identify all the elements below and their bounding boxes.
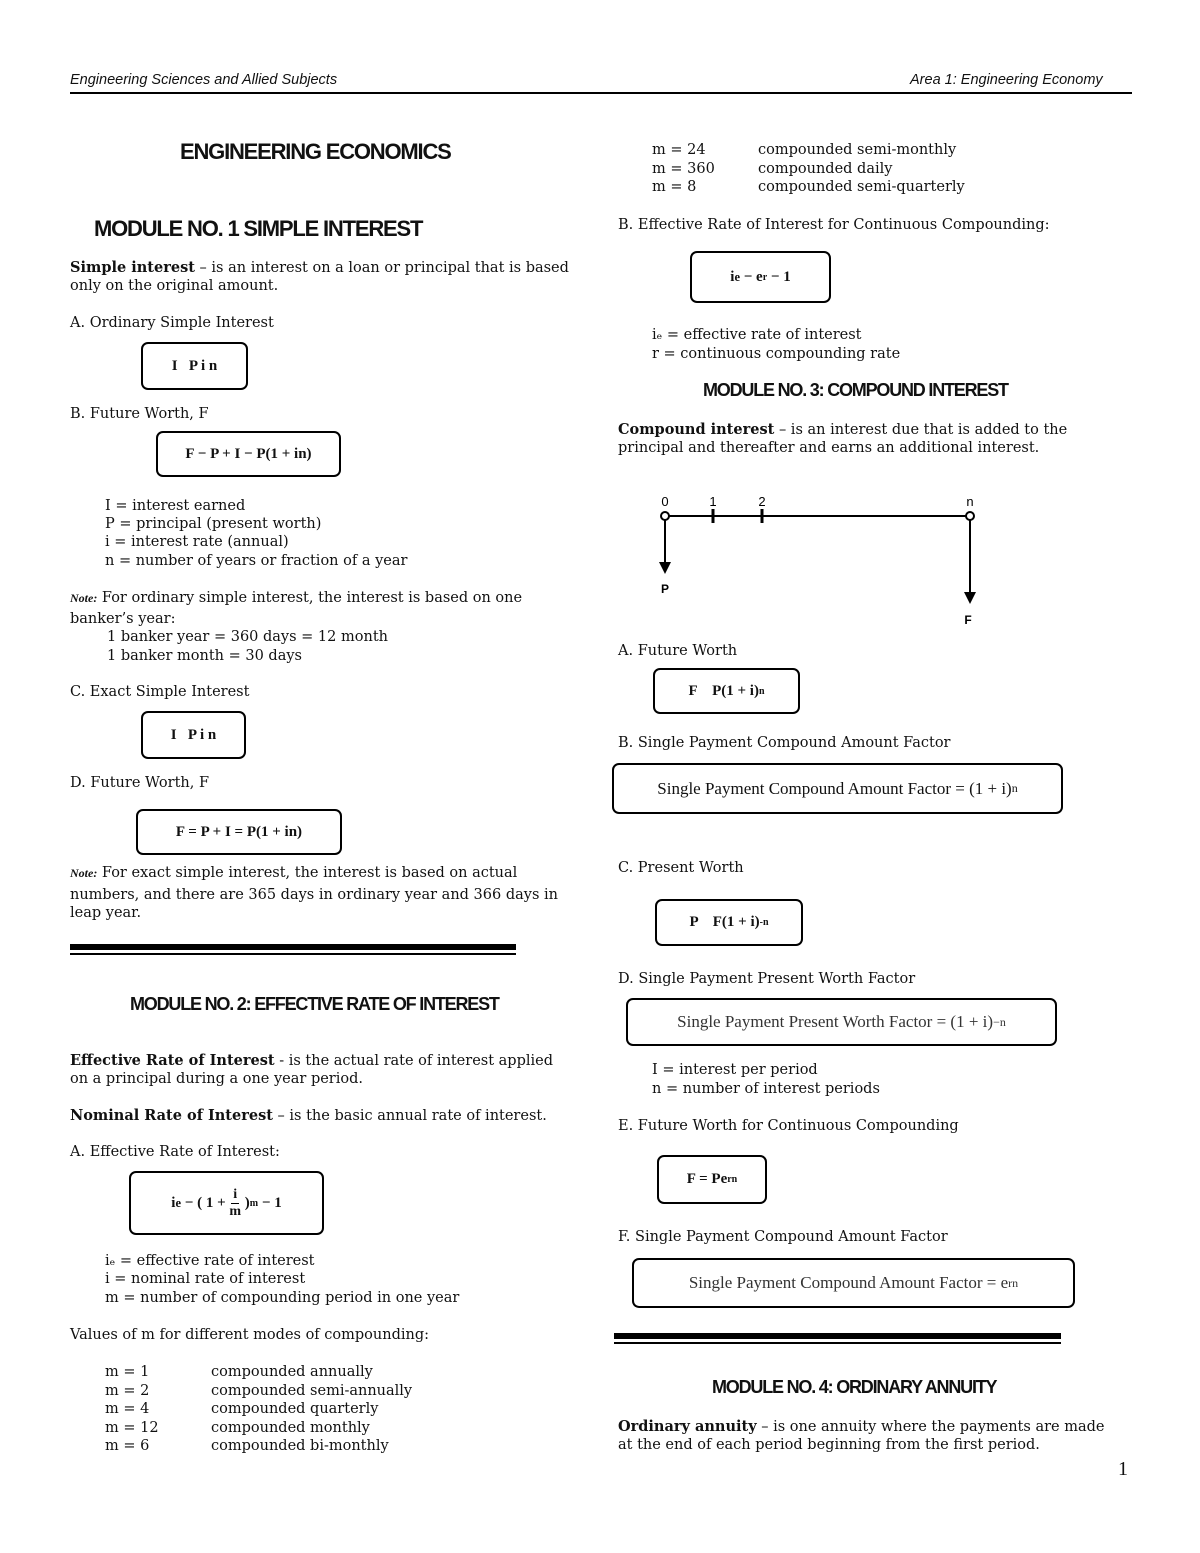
module3-def-term: Compound interest (618, 421, 775, 438)
nominal-rate-definition (70, 1107, 547, 1126)
doc-title: ENGINEERING ECONOMICS (180, 139, 451, 164)
module1-d-label: D. Future Worth, F (70, 775, 210, 791)
compounding-modes-table (105, 1363, 412, 1456)
module4-def-term: Ordinary annuity (618, 1418, 757, 1435)
module3-def-line2: principal and thereafter and earns an additional interest. (618, 440, 1040, 456)
mode-desc: compounded quarterly (211, 1401, 379, 1418)
module1-a-label: A. Ordinary Simple Interest (70, 315, 274, 331)
f-eq: − ( 1 + (181, 1194, 230, 1211)
module3-d-var-1: n = number of interest periods (652, 1081, 880, 1097)
mode-desc: compounded annually (211, 1364, 373, 1381)
effective-rate-formula (129, 1171, 324, 1235)
module2-var-2: m = number of compounding period in one year (105, 1290, 460, 1306)
continuous-compound-amount-factor-formula (632, 1258, 1075, 1308)
module3-f-label: F. Single Payment Compound Amount Factor (618, 1229, 948, 1245)
eff-line1: - is the actual rate of interest applied (274, 1053, 553, 1069)
ordinary-simple-interest-formula: I P i n (141, 342, 248, 390)
mode-desc: compounded semi-monthly (758, 142, 957, 159)
mode-m: m = 2 (105, 1382, 150, 1399)
module4-definition (618, 1418, 1104, 1437)
note2 (70, 864, 517, 883)
note2-line3: leap year. (70, 905, 142, 921)
f-exp: rn (727, 1174, 738, 1185)
f-main: F P(1 + i) (688, 682, 759, 699)
mode-m: m = 8 (652, 179, 697, 196)
nom-line: – is the basic annual rate of interest. (272, 1108, 547, 1124)
mode-m: m = 360 (652, 160, 715, 177)
header-left: Engineering Sciences and Allied Subjects (70, 72, 338, 88)
f-mid: − e (740, 268, 763, 285)
table-row (652, 178, 965, 197)
tick-label-2: 2 (758, 494, 766, 509)
f-exp: r (762, 271, 768, 283)
note1-item1: 1 banker year = 360 days = 12 month (107, 629, 388, 645)
f-exp: m (249, 1197, 259, 1209)
f-tail: − 1 (258, 1194, 282, 1211)
eff-line2: on a principal during a one year period. (70, 1071, 363, 1087)
module2-title: MODULE NO. 2: EFFECTIVE RATE OF INTEREST (130, 994, 499, 1014)
mode-m: m = 6 (105, 1438, 150, 1455)
note1-line2: banker’s year: (70, 611, 176, 627)
note1-line1: For ordinary simple interest, the interest is based on one (97, 590, 523, 606)
p-arrow-head (659, 562, 671, 574)
module1-b-label: B. Future Worth, F (70, 406, 209, 422)
module2-b-label: B. Effective Rate of Interest for Continuous Compounding: (618, 217, 1050, 233)
module1-def-term: Simple interest (70, 259, 195, 276)
module3-title: MODULE NO. 3: COMPOUND INTEREST (703, 380, 1008, 400)
fraction-numerator: i (233, 1186, 238, 1202)
note1-item2: 1 banker month = 30 days (107, 648, 302, 664)
f-arrow-head (964, 592, 976, 604)
f-exp: n (1011, 781, 1018, 795)
f-i: i (730, 268, 735, 285)
table-row (652, 141, 965, 160)
continuous-effective-rate-formula (690, 251, 831, 303)
effective-rate-definition (70, 1052, 553, 1071)
module3-definition (618, 421, 1067, 440)
f-exp: -n (759, 917, 769, 928)
module4-def-line2: at the end of each period beginning from the first period. (618, 1437, 1040, 1453)
f-main: Single Payment Compound Amount Factor = (1 + i) (657, 778, 1012, 798)
tick-n-marker (966, 512, 974, 520)
present-worth-factor-formula (626, 998, 1057, 1046)
modes-label: Values of m for different modes of compounding: (70, 1327, 429, 1343)
module2-b-var-1: r = continuous compounding rate (652, 346, 901, 362)
module3-d-label: D. Single Payment Present Worth Factor (618, 971, 916, 987)
tick-label-1: 1 (709, 494, 717, 509)
f-main: Single Payment Compound Amount Factor = e (688, 1273, 1009, 1292)
nom-term: Nominal Rate of Interest (70, 1107, 273, 1124)
module2-b-var-0: iₑ = effective rate of interest (652, 327, 862, 343)
f-exp: rn (1008, 1275, 1019, 1290)
tick-0-marker (661, 512, 669, 520)
exact-simple-interest-formula: I P i n (141, 711, 246, 759)
section-divider-thick (614, 1333, 1061, 1339)
mode-desc: compounded monthly (211, 1419, 370, 1436)
mode-desc: compounded semi-annually (211, 1382, 413, 1399)
section-divider-thick (70, 944, 516, 950)
module1-def-line1: – is an interest on a loan or principal that is based (194, 260, 569, 276)
module3-c-label: C. Present Worth (618, 860, 744, 876)
module2-a-label: A. Effective Rate of Interest: (70, 1144, 280, 1160)
compounding-modes-table-continued (652, 141, 965, 197)
f-sub-e: e (734, 269, 740, 284)
fraction-denominator: m (229, 1203, 242, 1219)
mode-m: m = 4 (105, 1401, 150, 1418)
module1-title: MODULE NO. 1 SIMPLE INTEREST (94, 216, 423, 241)
f-exp: −n (993, 1014, 1006, 1029)
mode-desc: compounded bi-monthly (211, 1438, 389, 1455)
f-exp: n (758, 685, 765, 697)
mode-m: m = 12 (105, 1419, 159, 1436)
mode-desc: compounded daily (758, 160, 893, 177)
module3-b-label: B. Single Payment Compound Amount Factor (618, 735, 951, 751)
p-label: P (660, 582, 670, 596)
module1-c-label: C. Exact Simple Interest (70, 684, 250, 700)
compound-future-worth-formula (653, 668, 800, 714)
f-main: P F(1 + i) (689, 914, 760, 930)
future-worth-formula-2: F = P + I = P(1 + in) (136, 809, 342, 855)
module1-var-0: I = interest earned (105, 498, 246, 514)
mode-desc: compounded semi-quarterly (758, 179, 965, 196)
note-icon: Note: (70, 591, 98, 605)
eff-term: Effective Rate of Interest (70, 1052, 275, 1069)
module3-a-label: A. Future Worth (618, 643, 738, 659)
cash-flow-diagram (640, 488, 1000, 633)
module3-d-var-0: I = interest per period (652, 1062, 818, 1078)
note2-line1: For exact simple interest, the interest is based on actual (97, 865, 518, 881)
continuous-future-worth-formula (657, 1155, 767, 1204)
section-divider-thin (614, 1342, 1061, 1344)
table-row (105, 1363, 412, 1382)
f-main: Single Payment Present Worth Factor = (1 + i) (677, 1012, 994, 1031)
module3-def-line1: – is an interest due that is added to the (774, 422, 1068, 438)
mode-m: m = 1 (105, 1364, 150, 1381)
tick-label-0: 0 (661, 494, 669, 509)
module1-var-2: i = interest rate (annual) (105, 534, 289, 550)
module1-var-1: P = principal (present worth) (105, 516, 322, 532)
module4-title: MODULE NO. 4: ORDINARY ANNUITY (712, 1377, 997, 1397)
f-close: ) (241, 1194, 250, 1211)
header-right: Area 1: Engineering Economy (910, 72, 1103, 88)
table-row (105, 1382, 412, 1401)
f-label: F (964, 613, 972, 627)
f-tail: − 1 (767, 268, 791, 285)
module2-var-1: i = nominal rate of interest (105, 1271, 306, 1287)
module2-var-0: iₑ = effective rate of interest (105, 1253, 315, 1269)
table-row (652, 160, 965, 179)
module1-def-line2: only on the original amount. (70, 278, 279, 294)
table-row (105, 1437, 412, 1456)
header-rule (70, 92, 1132, 94)
module3-e-label: E. Future Worth for Continuous Compounding (618, 1118, 959, 1134)
note-icon: Note: (70, 866, 98, 880)
module4-def-line1: – is one annuity where the payments are made (756, 1419, 1105, 1435)
mode-m: m = 24 (652, 142, 706, 159)
note1 (70, 589, 522, 608)
module1-definition (70, 259, 569, 278)
table-row (105, 1419, 412, 1438)
f-main: F = Pe (686, 1171, 728, 1187)
future-worth-formula-1: F − P + I − P(1 + in) (156, 431, 341, 477)
section-divider-thin (70, 953, 516, 955)
table-row (105, 1400, 412, 1419)
f-sub-e: e (175, 1195, 182, 1210)
fraction (229, 1187, 241, 1220)
tick-label-n: n (966, 494, 974, 509)
f-i: i (171, 1194, 176, 1211)
compound-amount-factor-formula (612, 763, 1063, 814)
module1-var-3: n = number of years or fraction of a year (105, 553, 408, 569)
present-worth-formula (655, 899, 803, 946)
note2-line2: numbers, and there are 365 days in ordinary year and 366 days in (70, 887, 558, 903)
page-number: 1 (1118, 1458, 1128, 1480)
